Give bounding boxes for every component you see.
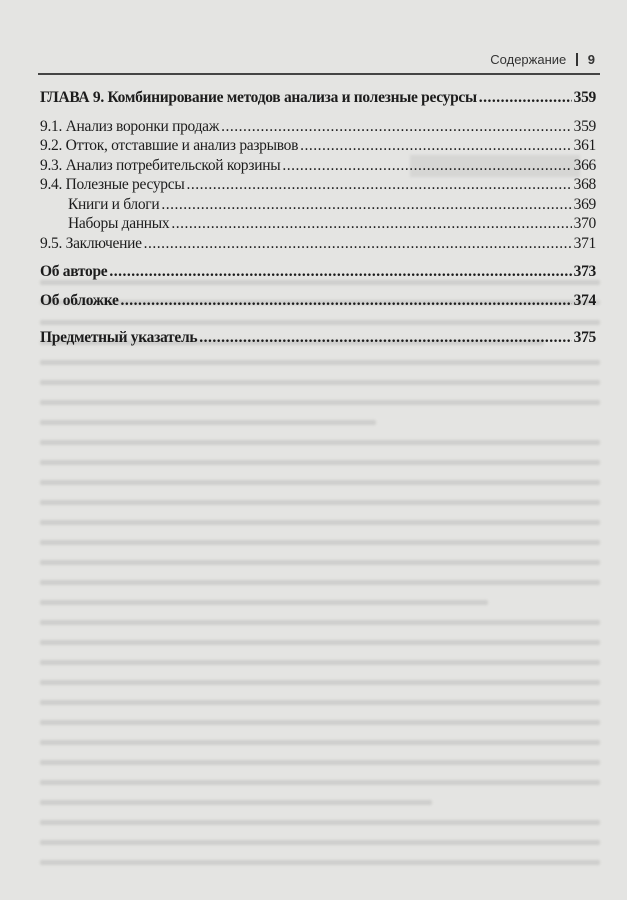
toc-label: 9.4. Полезные ресурсы bbox=[40, 176, 185, 193]
toc-label: Книги и блоги bbox=[68, 195, 160, 213]
toc-page: 361 bbox=[573, 137, 596, 154]
toc-item[interactable] bbox=[40, 175, 596, 195]
table-of-contents bbox=[40, 88, 596, 348]
header-divider bbox=[576, 53, 578, 66]
toc-chapter[interactable] bbox=[40, 88, 596, 108]
toc-subitem[interactable] bbox=[40, 214, 596, 234]
section-title: Содержание bbox=[490, 52, 567, 67]
toc-item[interactable] bbox=[40, 234, 596, 254]
toc-index[interactable] bbox=[40, 328, 596, 348]
toc-page: 366 bbox=[573, 156, 596, 174]
toc-label: Об обложке bbox=[40, 291, 119, 309]
toc-page: 368 bbox=[573, 176, 596, 193]
leader-dots bbox=[171, 214, 571, 234]
toc-label: Наборы данных bbox=[68, 215, 170, 232]
toc-subitem[interactable] bbox=[40, 195, 596, 215]
toc-label: 9.5. Заключение bbox=[40, 234, 142, 252]
toc-page: 371 bbox=[573, 234, 596, 252]
leader-dots bbox=[186, 175, 571, 195]
toc-label: 9.1. Анализ воронки продаж bbox=[40, 117, 220, 135]
toc-page: 359 bbox=[573, 89, 596, 106]
show-through-text bbox=[40, 280, 600, 900]
toc-page: 375 bbox=[573, 329, 596, 346]
page-number: 9 bbox=[587, 52, 595, 67]
leader-dots bbox=[161, 195, 571, 215]
toc-label: 9.3. Анализ потребительской корзины bbox=[40, 156, 281, 174]
toc-about-author[interactable] bbox=[40, 262, 596, 282]
leader-dots bbox=[199, 328, 571, 348]
toc-label: Об авторе bbox=[40, 263, 108, 280]
toc-label: Предметный указатель bbox=[40, 329, 198, 346]
toc-page: 359 bbox=[573, 117, 596, 135]
leader-dots bbox=[479, 88, 572, 108]
running-header bbox=[490, 52, 595, 67]
toc-page: 370 bbox=[573, 215, 596, 232]
leader-dots bbox=[282, 156, 571, 176]
toc-label: 9.2. Отток, отставшие и анализ разрывов bbox=[40, 137, 299, 154]
toc-item[interactable] bbox=[40, 156, 596, 176]
toc-item[interactable] bbox=[40, 117, 596, 137]
toc-page: 369 bbox=[573, 195, 596, 213]
toc-page: 374 bbox=[573, 291, 596, 309]
leader-dots bbox=[121, 291, 572, 311]
leader-dots bbox=[144, 234, 572, 254]
toc-about-cover[interactable] bbox=[40, 291, 596, 311]
toc-label: ГЛАВА 9. Комбинирование методов анализа и полезные ресурсы bbox=[40, 89, 477, 106]
leader-dots bbox=[221, 117, 572, 137]
toc-page: 373 bbox=[573, 263, 596, 280]
leader-dots bbox=[109, 262, 571, 282]
header-rule bbox=[38, 73, 600, 75]
toc-item[interactable] bbox=[40, 136, 596, 156]
leader-dots bbox=[300, 136, 572, 156]
